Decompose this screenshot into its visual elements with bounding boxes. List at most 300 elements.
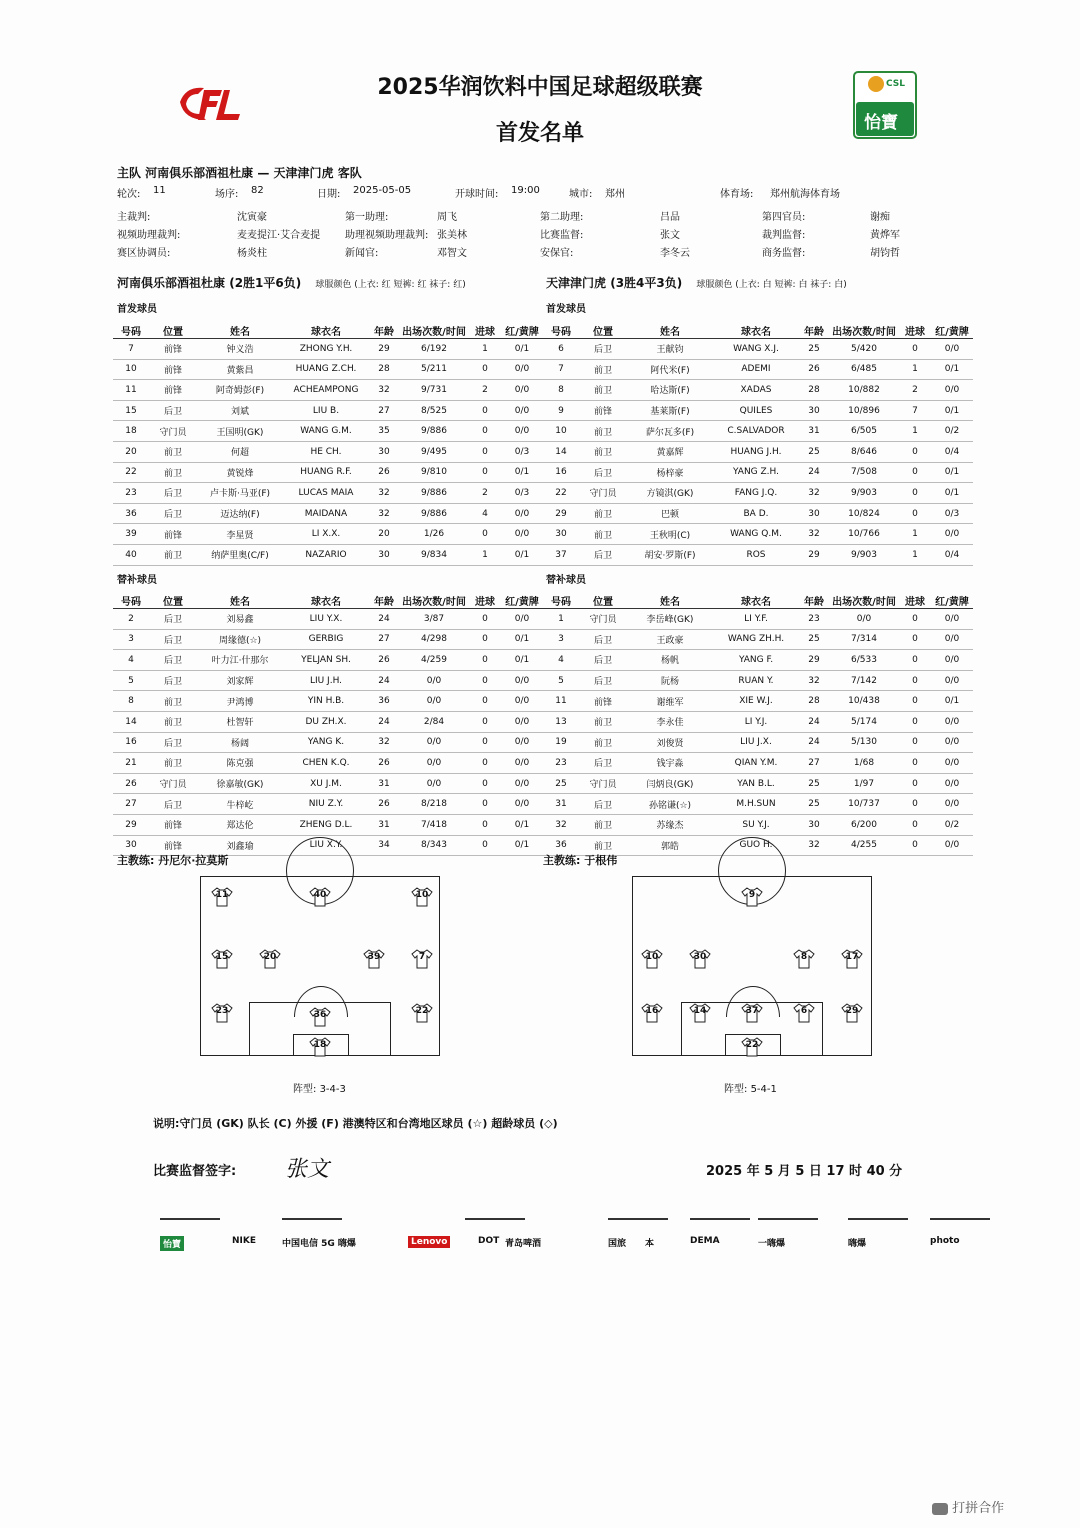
sponsor-logo-text: 本 bbox=[645, 1239, 655, 1249]
info-key: 第二助理: bbox=[540, 212, 584, 223]
table-cell: 10 bbox=[543, 421, 579, 442]
table-cell: 0 bbox=[469, 421, 501, 442]
table-cell: 0/0 bbox=[829, 609, 899, 630]
table-cell: 0 bbox=[899, 441, 931, 462]
table-cell: 0 bbox=[899, 711, 931, 732]
table-cell: 周缘德(☆) bbox=[197, 629, 283, 650]
table-cell: 0/0 bbox=[931, 773, 973, 794]
table-cell: 0 bbox=[469, 691, 501, 712]
sponsor-logo-text: DOT bbox=[478, 1236, 500, 1246]
table-cell: 5 bbox=[113, 670, 149, 691]
table-cell: 后卫 bbox=[149, 400, 197, 421]
table-cell: 后卫 bbox=[579, 629, 627, 650]
player-shirt-icon bbox=[309, 1037, 331, 1057]
table-cell: 钟义浩 bbox=[197, 339, 283, 360]
table-cell: 后卫 bbox=[579, 794, 627, 815]
table-cell: 5/420 bbox=[829, 339, 899, 360]
table-cell: 1 bbox=[469, 544, 501, 565]
table-cell: 28 bbox=[799, 691, 829, 712]
table-cell: 9/886 bbox=[399, 483, 469, 504]
table-cell: 30 bbox=[369, 441, 399, 462]
player-shirt-number: 22 bbox=[415, 1006, 429, 1016]
table-cell: 前锋 bbox=[149, 814, 197, 835]
table-row bbox=[113, 650, 543, 671]
table-cell: 0 bbox=[899, 691, 931, 712]
table-cell: 0 bbox=[899, 732, 931, 753]
table-cell: 16 bbox=[113, 732, 149, 753]
table-cell: 1 bbox=[469, 339, 501, 360]
table-cell: 0/0 bbox=[399, 732, 469, 753]
sponsor-logo-text: 怡寶 bbox=[160, 1236, 184, 1251]
player-shirt-number: 9 bbox=[748, 890, 756, 900]
table-cell: 0 bbox=[469, 629, 501, 650]
sign-datetime: 2025 年 5 月 5 日 17 时 40 分 bbox=[706, 1164, 903, 1179]
home-team-name: 河南俱乐部酒祖杜康 bbox=[117, 276, 226, 290]
table-row bbox=[113, 441, 543, 462]
table-cell: 0/1 bbox=[501, 835, 543, 856]
table-cell: 31 bbox=[369, 773, 399, 794]
home-subs-col-header: 位置 bbox=[149, 592, 197, 609]
table-cell: 36 bbox=[543, 835, 579, 856]
info-value: 邓智文 bbox=[437, 248, 467, 259]
table-cell: 0 bbox=[469, 524, 501, 545]
table-cell: 刘俊贤 bbox=[627, 732, 713, 753]
player-shirt-number: 6 bbox=[800, 1006, 808, 1016]
home-starters-col-header: 红/黄牌 bbox=[501, 322, 543, 339]
away-starters-col-header: 姓名 bbox=[627, 322, 713, 339]
match-teams-line: 主队 河南俱乐部酒祖杜康 — 天津津门虎 客队 bbox=[117, 166, 362, 180]
away-subs-col-header: 年龄 bbox=[799, 592, 829, 609]
table-cell: RUAN Y. bbox=[713, 670, 799, 691]
away-formation-label: 阵型: bbox=[724, 1084, 748, 1095]
home-formation-value: 3-4-3 bbox=[319, 1084, 346, 1095]
table-row bbox=[113, 503, 543, 524]
signature-label: 比赛监督签字: bbox=[153, 1164, 237, 1179]
table-cell: 3/87 bbox=[399, 609, 469, 630]
info-key: 裁判监督: bbox=[762, 230, 806, 241]
table-cell: 后卫 bbox=[149, 650, 197, 671]
table-cell: 0 bbox=[899, 835, 931, 856]
table-cell: 前锋 bbox=[149, 380, 197, 401]
sponsor-logo-text: photo bbox=[930, 1236, 960, 1246]
table-row bbox=[543, 609, 973, 630]
table-cell: 后卫 bbox=[579, 650, 627, 671]
table-cell: 25 bbox=[543, 773, 579, 794]
table-cell: 5 bbox=[543, 670, 579, 691]
home-starters-col-header: 进球 bbox=[469, 322, 501, 339]
player-shirt-icon bbox=[741, 1003, 763, 1023]
table-cell: 27 bbox=[799, 753, 829, 774]
table-cell: 0/1 bbox=[931, 462, 973, 483]
player-shirt-icon bbox=[641, 949, 663, 969]
table-cell: QIAN Y.M. bbox=[713, 753, 799, 774]
table-cell: 0 bbox=[899, 609, 931, 630]
table-cell: 0/2 bbox=[931, 421, 973, 442]
table-cell: 10/896 bbox=[829, 400, 899, 421]
table-cell: 前锋 bbox=[149, 524, 197, 545]
table-cell: 0/0 bbox=[931, 732, 973, 753]
away-formation bbox=[724, 1080, 777, 1095]
table-cell: ZHONG Y.H. bbox=[283, 339, 369, 360]
table-cell: 尹鸿博 bbox=[197, 691, 283, 712]
table-cell: 9/886 bbox=[399, 421, 469, 442]
table-cell: 王国明(GK) bbox=[197, 421, 283, 442]
player-shirt-icon bbox=[841, 1003, 863, 1023]
table-cell: 2 bbox=[899, 380, 931, 401]
table-cell: 0/0 bbox=[399, 670, 469, 691]
home-formation-pitch bbox=[200, 876, 440, 1056]
table-cell: 前卫 bbox=[149, 544, 197, 565]
table-cell: 0/1 bbox=[501, 814, 543, 835]
table-cell: 14 bbox=[543, 441, 579, 462]
table-cell: 9/731 bbox=[399, 380, 469, 401]
info-key: 视频助理裁判: bbox=[117, 230, 181, 241]
table-cell: 25 bbox=[799, 629, 829, 650]
sponsor-logo-text: DEMA bbox=[690, 1236, 720, 1246]
table-cell: 24 bbox=[799, 711, 829, 732]
home-starters-col-header: 出场次数/时间 bbox=[399, 322, 469, 339]
table-cell: LI X.X. bbox=[283, 524, 369, 545]
table-cell: 0 bbox=[469, 773, 501, 794]
table-cell: 11 bbox=[113, 380, 149, 401]
signature: 张文 bbox=[285, 1157, 330, 1182]
table-cell: 前锋 bbox=[149, 835, 197, 856]
player-shirt-icon bbox=[741, 1037, 763, 1057]
player-shirt-icon bbox=[793, 949, 815, 969]
player-shirt-icon bbox=[411, 949, 433, 969]
table-cell: 0/0 bbox=[501, 524, 543, 545]
away-subs-heading: 替补球员 bbox=[546, 575, 586, 586]
table-cell: LI Y.J. bbox=[713, 711, 799, 732]
info-key: 体育场: bbox=[720, 189, 754, 200]
table-cell: 0/0 bbox=[501, 670, 543, 691]
table-row bbox=[113, 732, 543, 753]
away-coach-name: 于根伟 bbox=[584, 854, 618, 867]
table-cell: 0/1 bbox=[931, 359, 973, 380]
table-cell: 0 bbox=[469, 650, 501, 671]
table-cell: 前卫 bbox=[579, 711, 627, 732]
table-cell: 0/1 bbox=[501, 629, 543, 650]
table-cell: 1/26 bbox=[399, 524, 469, 545]
sponsor-bar bbox=[160, 1218, 970, 1258]
table-cell: 10/737 bbox=[829, 794, 899, 815]
table-cell: YANG F. bbox=[713, 650, 799, 671]
table-cell: 5/130 bbox=[829, 732, 899, 753]
table-cell: 0/0 bbox=[931, 794, 973, 815]
table-cell: 7 bbox=[113, 339, 149, 360]
away-subs-col-header: 出场次数/时间 bbox=[829, 592, 899, 609]
info-value: 沈寅豪 bbox=[237, 212, 267, 223]
table-cell: 2/84 bbox=[399, 711, 469, 732]
away-coach-label: 主教练: bbox=[543, 854, 581, 867]
table-cell: 0/1 bbox=[931, 400, 973, 421]
table-row bbox=[543, 400, 973, 421]
table-cell: 6 bbox=[543, 339, 579, 360]
home-team-record: (2胜1平6负) bbox=[229, 276, 302, 290]
table-cell: YIN H.B. bbox=[283, 691, 369, 712]
away-starters-heading: 首发球员 bbox=[546, 304, 586, 315]
table-cell: 0/0 bbox=[931, 629, 973, 650]
table-cell: 28 bbox=[369, 359, 399, 380]
table-cell: 前卫 bbox=[579, 732, 627, 753]
player-shirt-icon bbox=[689, 1003, 711, 1023]
info-key: 比赛监督: bbox=[540, 230, 584, 241]
table-cell: 0 bbox=[899, 503, 931, 524]
table-cell: 9 bbox=[543, 400, 579, 421]
home-starters-col-header: 年龄 bbox=[369, 322, 399, 339]
table-cell: 后卫 bbox=[149, 629, 197, 650]
table-cell: 0/4 bbox=[931, 544, 973, 565]
home-subs-col-header: 球衣名 bbox=[283, 592, 369, 609]
table-cell: 0/0 bbox=[501, 732, 543, 753]
page-subtitle: 首发名单 bbox=[495, 121, 584, 146]
table-row bbox=[543, 670, 973, 691]
table-cell: XIE W.J. bbox=[713, 691, 799, 712]
table-row bbox=[543, 503, 973, 524]
table-cell: 0 bbox=[899, 339, 931, 360]
home-starters-table bbox=[113, 322, 543, 566]
table-cell: 30 bbox=[369, 544, 399, 565]
table-cell: 0 bbox=[899, 794, 931, 815]
table-cell: 26 bbox=[369, 650, 399, 671]
player-shirt-icon bbox=[841, 949, 863, 969]
table-cell: 前卫 bbox=[579, 441, 627, 462]
away-team-header bbox=[546, 274, 847, 291]
table-cell: 26 bbox=[369, 462, 399, 483]
table-cell: NIU Z.Y. bbox=[283, 794, 369, 815]
player-shirt-number: 7 bbox=[418, 952, 426, 962]
table-cell: 0/0 bbox=[931, 650, 973, 671]
table-cell: 2 bbox=[469, 483, 501, 504]
table-cell: 0/1 bbox=[501, 339, 543, 360]
home-coach-name: 丹尼尔·拉莫斯 bbox=[158, 854, 229, 867]
table-cell: 黄嘉辉 bbox=[627, 441, 713, 462]
player-shirt-icon bbox=[211, 949, 233, 969]
table-cell: HUANG R.F. bbox=[283, 462, 369, 483]
table-row bbox=[543, 380, 973, 401]
table-cell: 26 bbox=[369, 753, 399, 774]
info-key: 日期: bbox=[317, 189, 341, 200]
player-shirt-icon bbox=[211, 1003, 233, 1023]
table-cell: 守门员 bbox=[149, 773, 197, 794]
away-subs-col-header: 红/黄牌 bbox=[931, 592, 973, 609]
table-cell: 24 bbox=[369, 609, 399, 630]
table-cell: 30 bbox=[799, 400, 829, 421]
table-cell: 0 bbox=[899, 753, 931, 774]
table-cell: 25 bbox=[799, 339, 829, 360]
table-cell: 0 bbox=[469, 732, 501, 753]
table-cell: 28 bbox=[799, 380, 829, 401]
table-cell: 24 bbox=[799, 462, 829, 483]
table-cell: ACHEAMPONG bbox=[283, 380, 369, 401]
table-cell: 7/314 bbox=[829, 629, 899, 650]
sponsor-logo-text: 嗨爆 bbox=[848, 1239, 867, 1249]
table-cell: XU J.M. bbox=[283, 773, 369, 794]
away-subs-col-header: 号码 bbox=[543, 592, 579, 609]
table-cell: 0 bbox=[899, 773, 931, 794]
player-shirt-number: 17 bbox=[845, 952, 859, 962]
table-cell: 9/810 bbox=[399, 462, 469, 483]
table-cell: 守门员 bbox=[579, 483, 627, 504]
table-row bbox=[543, 483, 973, 504]
table-cell: 0 bbox=[469, 359, 501, 380]
table-cell: 30 bbox=[543, 524, 579, 545]
table-cell: 23 bbox=[799, 609, 829, 630]
info-value: 吕品 bbox=[660, 212, 680, 223]
table-cell: 0/0 bbox=[931, 835, 973, 856]
info-value: 麦麦提江·艾合麦提 bbox=[237, 230, 321, 241]
table-cell: 0/0 bbox=[931, 670, 973, 691]
table-cell: 前卫 bbox=[579, 835, 627, 856]
table-cell: 0/0 bbox=[501, 421, 543, 442]
table-cell: 李永佳 bbox=[627, 711, 713, 732]
table-cell: 萨尔瓦多(F) bbox=[627, 421, 713, 442]
info-value: 张文 bbox=[660, 230, 680, 241]
watermark-icon bbox=[932, 1503, 948, 1515]
table-cell: 21 bbox=[113, 753, 149, 774]
info-key: 新闻官: bbox=[345, 248, 379, 259]
table-row bbox=[543, 629, 973, 650]
table-cell: 1 bbox=[543, 609, 579, 630]
table-cell: 0/4 bbox=[931, 441, 973, 462]
table-cell: 方镜淇(GK) bbox=[627, 483, 713, 504]
table-cell: 32 bbox=[799, 835, 829, 856]
table-row bbox=[113, 400, 543, 421]
info-key: 商务监督: bbox=[762, 248, 806, 259]
table-cell: 6/200 bbox=[829, 814, 899, 835]
table-cell: YANG Z.H. bbox=[713, 462, 799, 483]
table-cell: 0 bbox=[469, 400, 501, 421]
table-cell: 27 bbox=[113, 794, 149, 815]
table-cell: 25 bbox=[799, 773, 829, 794]
away-starters-col-header: 红/黄牌 bbox=[931, 322, 973, 339]
table-cell: 24 bbox=[369, 711, 399, 732]
table-row bbox=[543, 711, 973, 732]
page-title: 2025华润饮料中国足球超级联赛 bbox=[377, 75, 703, 100]
table-cell: 10/824 bbox=[829, 503, 899, 524]
table-cell: 杜智轩 bbox=[197, 711, 283, 732]
player-shirt-number: 8 bbox=[800, 952, 808, 962]
table-cell: 巴顿 bbox=[627, 503, 713, 524]
player-shirt-number: 29 bbox=[845, 1006, 859, 1016]
table-cell: 16 bbox=[543, 462, 579, 483]
table-cell: 0 bbox=[899, 650, 931, 671]
player-shirt-icon bbox=[689, 949, 711, 969]
table-cell: 32 bbox=[799, 670, 829, 691]
home-starters-col-header: 号码 bbox=[113, 322, 149, 339]
table-row bbox=[113, 753, 543, 774]
table-cell: 0/3 bbox=[501, 483, 543, 504]
table-cell: 8/343 bbox=[399, 835, 469, 856]
table-cell: 4/255 bbox=[829, 835, 899, 856]
table-cell: 27 bbox=[369, 400, 399, 421]
home-team-header bbox=[117, 274, 466, 291]
sponsor-logo-text: 一嗨爆 bbox=[758, 1239, 786, 1249]
table-cell: 35 bbox=[369, 421, 399, 442]
table-cell: 18 bbox=[113, 421, 149, 442]
table-cell: 李星贤 bbox=[197, 524, 283, 545]
table-cell: 守门员 bbox=[579, 773, 627, 794]
table-cell: 后卫 bbox=[149, 794, 197, 815]
table-cell: 0/0 bbox=[931, 339, 973, 360]
table-cell: 0/1 bbox=[501, 544, 543, 565]
table-cell: 黄紫昌 bbox=[197, 359, 283, 380]
table-cell: 后卫 bbox=[579, 544, 627, 565]
table-cell: 0/1 bbox=[501, 462, 543, 483]
away-subs-col-header: 进球 bbox=[899, 592, 931, 609]
table-cell: 谢维军 bbox=[627, 691, 713, 712]
table-row bbox=[113, 544, 543, 565]
table-cell: 前卫 bbox=[149, 711, 197, 732]
table-cell: 0 bbox=[469, 711, 501, 732]
table-cell: 7 bbox=[899, 400, 931, 421]
table-cell: 前卫 bbox=[579, 503, 627, 524]
player-shirt-number: 30 bbox=[693, 952, 707, 962]
table-cell: 3 bbox=[113, 629, 149, 650]
table-cell: HE CH. bbox=[283, 441, 369, 462]
table-cell: 29 bbox=[543, 503, 579, 524]
table-cell: SU Y.J. bbox=[713, 814, 799, 835]
info-value: 2025-05-05 bbox=[353, 185, 412, 196]
table-cell: 20 bbox=[113, 441, 149, 462]
table-cell: 22 bbox=[113, 462, 149, 483]
table-cell: 0/0 bbox=[399, 691, 469, 712]
table-row bbox=[543, 753, 973, 774]
table-cell: 0/0 bbox=[501, 359, 543, 380]
table-cell: 0/0 bbox=[931, 380, 973, 401]
table-cell: 26 bbox=[113, 773, 149, 794]
table-cell: 32 bbox=[369, 503, 399, 524]
home-subs-col-header: 红/黄牌 bbox=[501, 592, 543, 609]
table-cell: 4/259 bbox=[399, 650, 469, 671]
table-cell: HUANG J.H. bbox=[713, 441, 799, 462]
player-shirt-icon bbox=[259, 949, 281, 969]
table-cell: 0 bbox=[469, 753, 501, 774]
table-row bbox=[113, 629, 543, 650]
table-cell: 前锋 bbox=[149, 339, 197, 360]
table-cell: 0/0 bbox=[931, 753, 973, 774]
table-cell: 0 bbox=[899, 670, 931, 691]
home-formation-label: 阵型: bbox=[293, 1084, 317, 1095]
table-cell: 0/0 bbox=[501, 609, 543, 630]
sponsor-logo-text: 青岛啤酒 bbox=[505, 1239, 542, 1249]
table-row bbox=[113, 814, 543, 835]
away-subs-col-header: 姓名 bbox=[627, 592, 713, 609]
away-formation-value: 5-4-1 bbox=[750, 1084, 777, 1095]
player-shirt-number: 11 bbox=[215, 890, 229, 900]
table-cell: 24 bbox=[369, 670, 399, 691]
table-cell: 31 bbox=[369, 814, 399, 835]
table-cell: 0 bbox=[469, 670, 501, 691]
player-shirt-number: 18 bbox=[313, 1040, 327, 1050]
table-cell: 刘易鑫 bbox=[197, 609, 283, 630]
away-starters-col-header: 出场次数/时间 bbox=[829, 322, 899, 339]
table-cell: 前卫 bbox=[149, 691, 197, 712]
table-cell: 23 bbox=[113, 483, 149, 504]
table-cell: 29 bbox=[369, 339, 399, 360]
info-value: 胡钧哲 bbox=[870, 248, 900, 259]
table-cell: ROS bbox=[713, 544, 799, 565]
player-shirt-icon bbox=[741, 887, 763, 907]
sponsor-logo-text: 国旅 bbox=[608, 1239, 627, 1249]
info-value: 谢痴 bbox=[870, 212, 890, 223]
table-cell: 13 bbox=[543, 711, 579, 732]
player-shirt-number: 40 bbox=[313, 890, 327, 900]
table-row bbox=[113, 339, 543, 360]
table-cell: 陈克强 bbox=[197, 753, 283, 774]
away-starters-col-header: 号码 bbox=[543, 322, 579, 339]
table-row bbox=[543, 339, 973, 360]
